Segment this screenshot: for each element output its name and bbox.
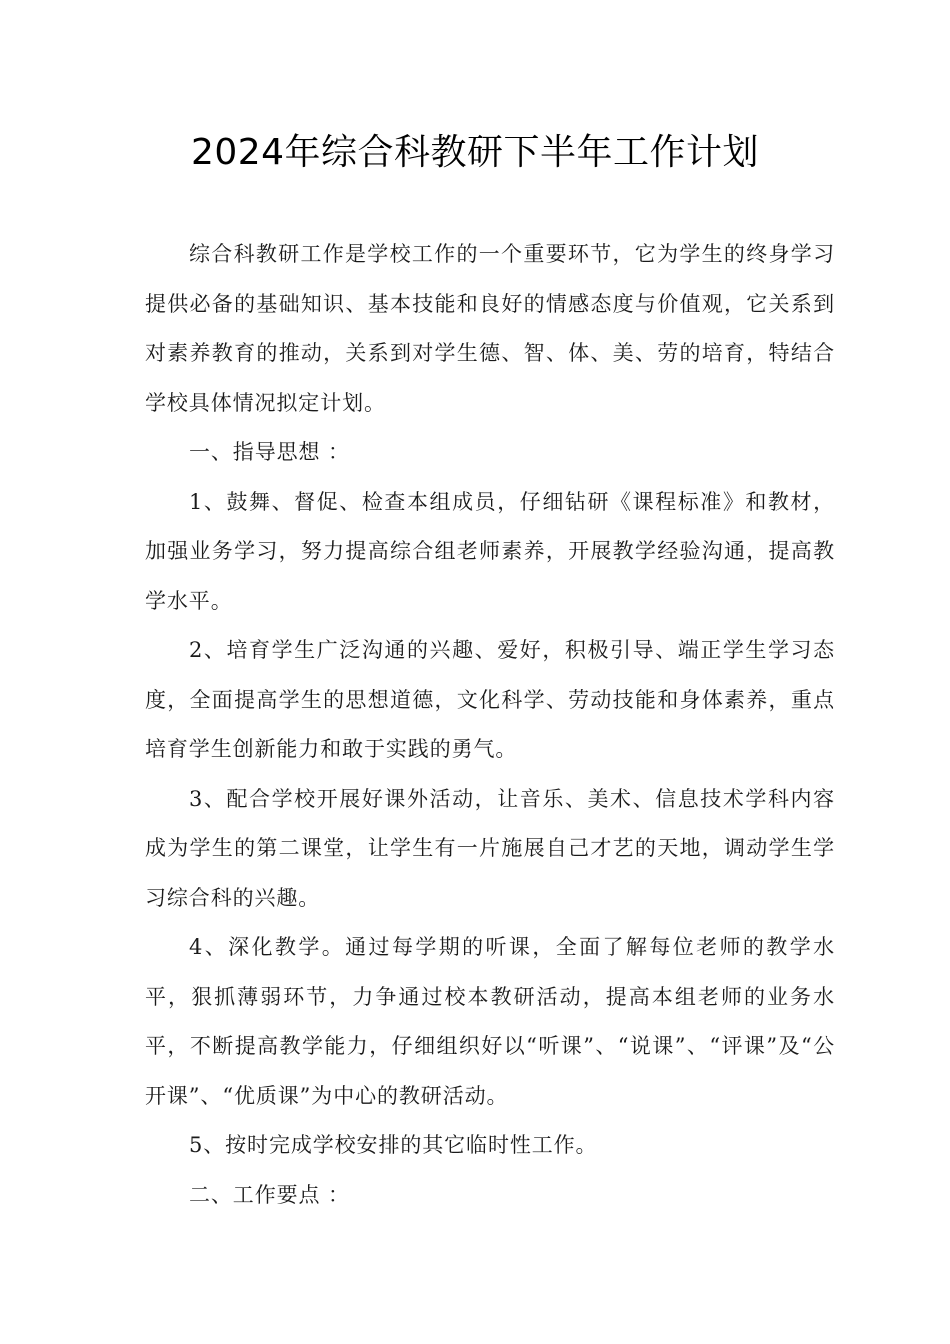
list-item: 4、深化教学。通过每学期的听课，全面了解每位老师的教学水平，狠抓薄弱环节，力争通过校本教研活动，提高本组老师的业务水平，不断提高教学能力，仔细组织好以“听课”、“说课”、“评课”及“公开课”、“优质课”为中心的教研活动。 — [145, 935, 835, 1108]
section-heading-work-points: 二、工作要点 ： — [189, 1182, 350, 1207]
list-item: 1、鼓舞、督促、检查本组成员，仔细钻研《课程标准》和教材，加强业务学习，努力提高综合组老师素养，开展教学经验沟通，提高教学水平。 — [145, 489, 835, 613]
intro-paragraph: 综合科教研工作是学校工作的一个重要环节，它为学生的终身学习提供必备的基础知识、基本技能和良好的情感态度与价值观，它关系到对素养教育的推动，关系到对学生德、智、体、美、劳的培育，特结合学校具体情况拟定计划。 — [145, 242, 835, 415]
list-item: 2、培育学生广泛沟通的兴趣、爱好，积极引导、端正学生学习态度，全面提高学生的思想道德，文化科学、劳动技能和身体素养，重点培育学生创新能力和敢于实践的勇气。 — [145, 638, 835, 761]
document-title: 2024年综合科教研下半年工作计划 — [190, 132, 760, 173]
document-body — [145, 230, 835, 1220]
section-heading-guiding-ideology: 一、指导思想 ： — [189, 440, 350, 464]
list-item: 5、按时完成学校安排的其它临时性工作。 — [189, 1133, 598, 1157]
list-item: 3、配合学校开展好课外活动，让音乐、美术、信息技术学科内容成为学生的第二课堂，让学生有一片施展自己才艺的天地，调动学生学习综合科的兴趣。 — [145, 786, 835, 910]
